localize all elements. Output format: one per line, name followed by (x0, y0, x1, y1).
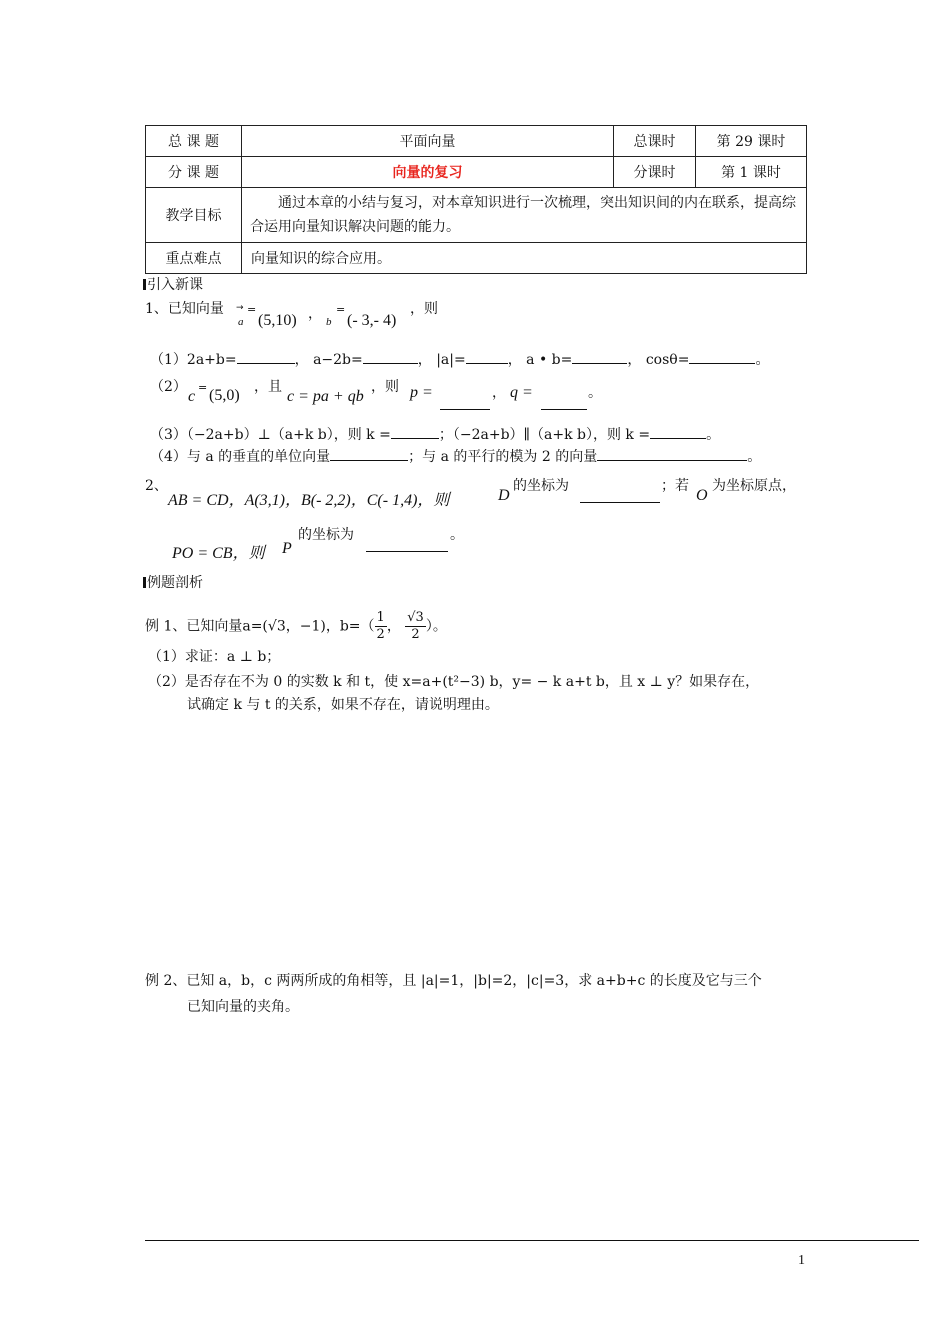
p1-line: （1）2a+b= ， a−2b= ， |a|= ， a • b= ， cosθ= 。 (150, 352, 770, 368)
ex2-line1: 例 2、已知 a，b，c 两两所成的角相等，且 |a|=1，|b|=2，|c|=3，求 a+b+c 的长度及它与三个 (145, 973, 762, 989)
section-intro-title: 引入新课 (143, 276, 203, 294)
q1-line (145, 300, 224, 318)
page-number: 1 (798, 1253, 805, 1268)
section-examples-title: 例题剖析 (143, 574, 203, 592)
q2-text3: ；若 (661, 478, 689, 494)
p2-p: p = (410, 384, 433, 401)
teaching-goal: 通过本章的小结与复习，对本章知识进行一次梳理，突出知识间的内在联系，提高综合运用向量知识解决问题的能力。 (242, 188, 807, 243)
frac-half: $\frac{1}{2}$ (376, 610, 385, 642)
ex1-part2-line1: （2）是否存在不为 0 的实数 k 和 t，使 x=a+(t²−3) b，y= − k a+t b，且 x ⊥ y？如果存在， (148, 674, 760, 690)
total-hours-label: 总课时 (614, 126, 696, 157)
footer-divider (145, 1240, 919, 1241)
ex1-line: 例 1、已知向量a=(√3，−1)，b=（ $\frac{1}{2}$ ， $\frac{√3}{2}$ ）。 (145, 610, 447, 642)
ex1-part1: （1）求证：a ⊥ b； (148, 649, 281, 665)
q2-D: D (498, 487, 510, 504)
vec-c-value: (5,0) (209, 387, 240, 404)
row2-label: 分 课 题 (146, 157, 242, 188)
p3-line: （3）（−2a+b）⊥（a+k b），则 k = ；（−2a+b）∥（a+k b），则 k = 。 (150, 427, 721, 443)
row4-label: 重点难点 (146, 243, 242, 274)
p2-then: ，则 (371, 379, 399, 395)
q2-text2: 的坐标为 (513, 478, 569, 494)
comma: ， (308, 306, 322, 322)
sub-hours-label: 分课时 (614, 157, 696, 188)
eq-sign-a: = (247, 303, 257, 316)
p4-line: （4）与 a 的垂直的单位向量 ；与 a 的平行的模为 2 的向量 。 (150, 449, 762, 465)
p2-q: q = (510, 384, 533, 401)
eq-sign-c: = (198, 381, 208, 394)
p2-relation: c = pa + qb (287, 388, 364, 405)
q2-text4: 为坐标原点， (712, 478, 796, 494)
row3-label: 教学目标 (146, 188, 242, 243)
vec-a-label: → (236, 303, 244, 313)
eq-sign-b: = (336, 303, 346, 316)
vec-c: c (188, 388, 196, 405)
lesson-title: 向量的复习 (242, 157, 614, 188)
ex1-part2-line2: 试确定 k 与 t 的关系，如果不存在，请说明理由。 (187, 697, 499, 713)
p2-mid: ，且 (254, 379, 282, 395)
key-points: 向量知识的综合应用。 (242, 243, 807, 274)
vec-b: b (326, 316, 332, 328)
frac-sqrt3-half: $\frac{√3}{2}$ (407, 610, 424, 642)
q1-intro: 1、已知向量 (145, 301, 224, 317)
header-table (145, 125, 807, 274)
q2-text1: AB = CD，A(3,1)，B(- 2,2)，C(- 1,4)，则 (168, 492, 450, 509)
sub-hours-value: 第 1 课时 (696, 157, 807, 188)
vec-a-value: (5,10) (258, 312, 297, 329)
q2-num: 2、 (145, 478, 168, 494)
vec-a: a (238, 316, 244, 328)
q2-text6: 的坐标为 (298, 527, 354, 543)
total-hours-value: 第 29 课时 (696, 126, 807, 157)
course-topic: 平面向量 (242, 126, 614, 157)
row1-label: 总 课 题 (146, 126, 242, 157)
q1-then: ，则 (410, 301, 438, 317)
p2-num: （2） (150, 379, 187, 395)
q2-O: O (696, 487, 708, 504)
q2-P: P (282, 540, 292, 557)
q2-text5: PO = CB，则 (172, 545, 265, 562)
ex2-line2: 已知向量的夹角。 (187, 999, 299, 1015)
vec-b-value: (- 3,- 4) (347, 312, 397, 329)
